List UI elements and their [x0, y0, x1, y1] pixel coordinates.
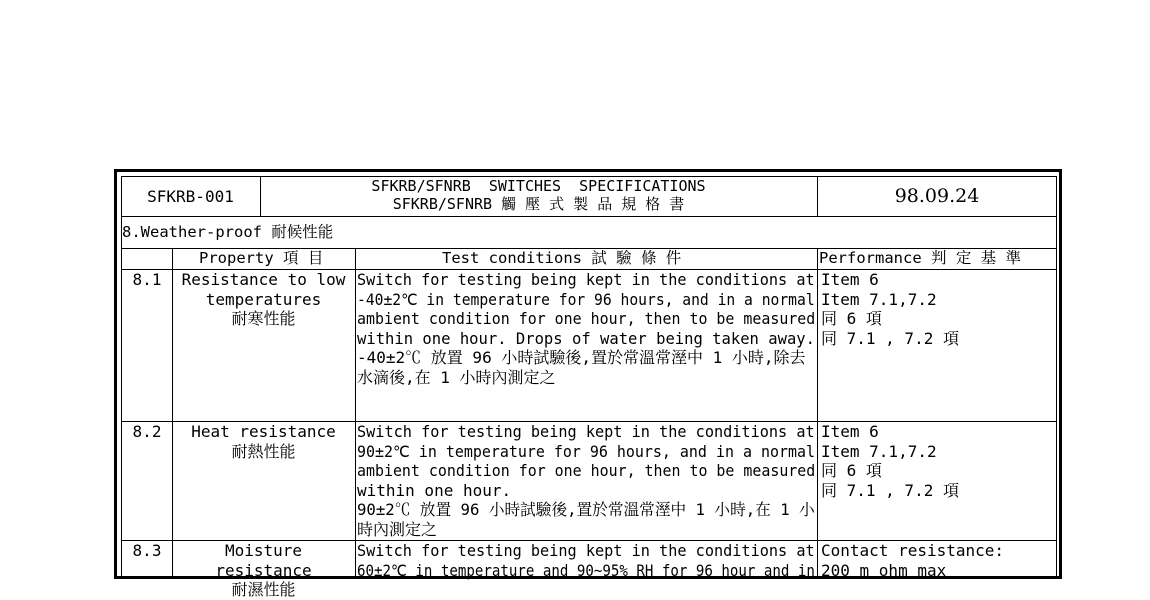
property-line: 耐濕性能 — [231, 580, 296, 599]
property-line: 耐寒性能 — [231, 309, 296, 328]
condition-line: 90±2℃ in temperature for 96 hours, and in a normal — [357, 441, 815, 461]
condition-line: 水滴後,在 1 小時內測定之 — [357, 367, 556, 387]
doc-code: SFKRB-001 — [147, 186, 234, 206]
property-line: 耐熱性能 — [231, 441, 296, 461]
col-header-performance: Performance 判 定 基 準 — [819, 249, 1021, 267]
doc-title — [260, 176, 817, 216]
section-title: 8.Weather-proof 耐候性能 — [122, 223, 334, 241]
doc-title-en: SFKRB/SFNRB SWITCHES SPECIFICATIONS — [371, 177, 706, 195]
doc-title-zh: SFKRB/SFNRB 觸 壓 式 製 品 規 格 書 — [392, 195, 685, 213]
property-line: temperatures — [205, 289, 322, 309]
condition-line: within one hour. — [357, 480, 512, 500]
performance-line: Item 7.1,7.2 — [821, 441, 937, 461]
condition-line: Switch for testing being kept in the conditions at — [357, 422, 815, 441]
row-number: 8.3 — [132, 541, 162, 560]
condition-line: 90±2℃ 放置 96 小時試驗後,置於常溫常溼中 1 小時,在 1 小 — [357, 500, 815, 519]
performance-line: Contact resistance: — [821, 541, 1005, 560]
condition-line: Switch for testing being kept in the conditions at — [357, 541, 815, 560]
condition-line: -40±2℃ in temperature for 96 hours, and in a normal — [357, 289, 815, 309]
row-property — [172, 422, 355, 461]
condition-line: Switch for testing being kept in the conditions at — [357, 270, 815, 289]
grid-vline — [817, 248, 818, 578]
performance-line: 200 m ohm max — [821, 560, 947, 580]
performance-line: 同 7.1 , 7.2 項 — [821, 480, 959, 500]
row-property — [172, 270, 355, 329]
performance-line: 同 7.1 , 7.2 項 — [821, 328, 959, 348]
property-line: Resistance to low — [181, 270, 346, 289]
header-bottom-rule — [121, 216, 1057, 217]
col-header-property: Property 項 目 — [199, 249, 324, 267]
property-line: Heat resistance — [191, 422, 336, 441]
row-conditions — [357, 270, 817, 387]
row-performance — [821, 270, 1057, 348]
performance-line: 同 6 項 — [821, 461, 882, 480]
doc-date: 98.09.24 — [894, 185, 980, 207]
condition-line: ambient condition for one hour, then to be measured — [357, 461, 816, 480]
property-line: Moisture resistance — [215, 541, 312, 580]
row-number: 8.2 — [132, 422, 162, 441]
row-performance — [821, 541, 1057, 580]
condition-line: 時內測定之 — [357, 519, 438, 539]
row-property — [172, 541, 355, 600]
row-conditions — [357, 422, 817, 539]
condition-line: ambient condition for one hour, then to be measured — [357, 309, 816, 328]
row-performance — [821, 422, 1057, 500]
performance-line: Item 6 — [821, 422, 879, 441]
condition-line: 60±2℃ in temperature and 90~95% RH for 96 hour and in — [357, 560, 815, 580]
condition-line: within one hour. Drops of water being taken away. — [357, 328, 815, 348]
col-header-conditions: Test conditions 試 驗 條 件 — [442, 249, 682, 267]
condition-line: -40±2℃ 放置 96 小時試驗後,置於常溫常溼中 1 小時,除去 — [357, 348, 806, 367]
performance-line: Item 7.1,7.2 — [821, 289, 937, 309]
row-conditions — [357, 541, 817, 580]
grid-vline — [355, 248, 356, 578]
performance-line: 同 6 項 — [821, 309, 882, 328]
performance-line: Item 6 — [821, 270, 879, 289]
row-number: 8.1 — [132, 270, 162, 289]
